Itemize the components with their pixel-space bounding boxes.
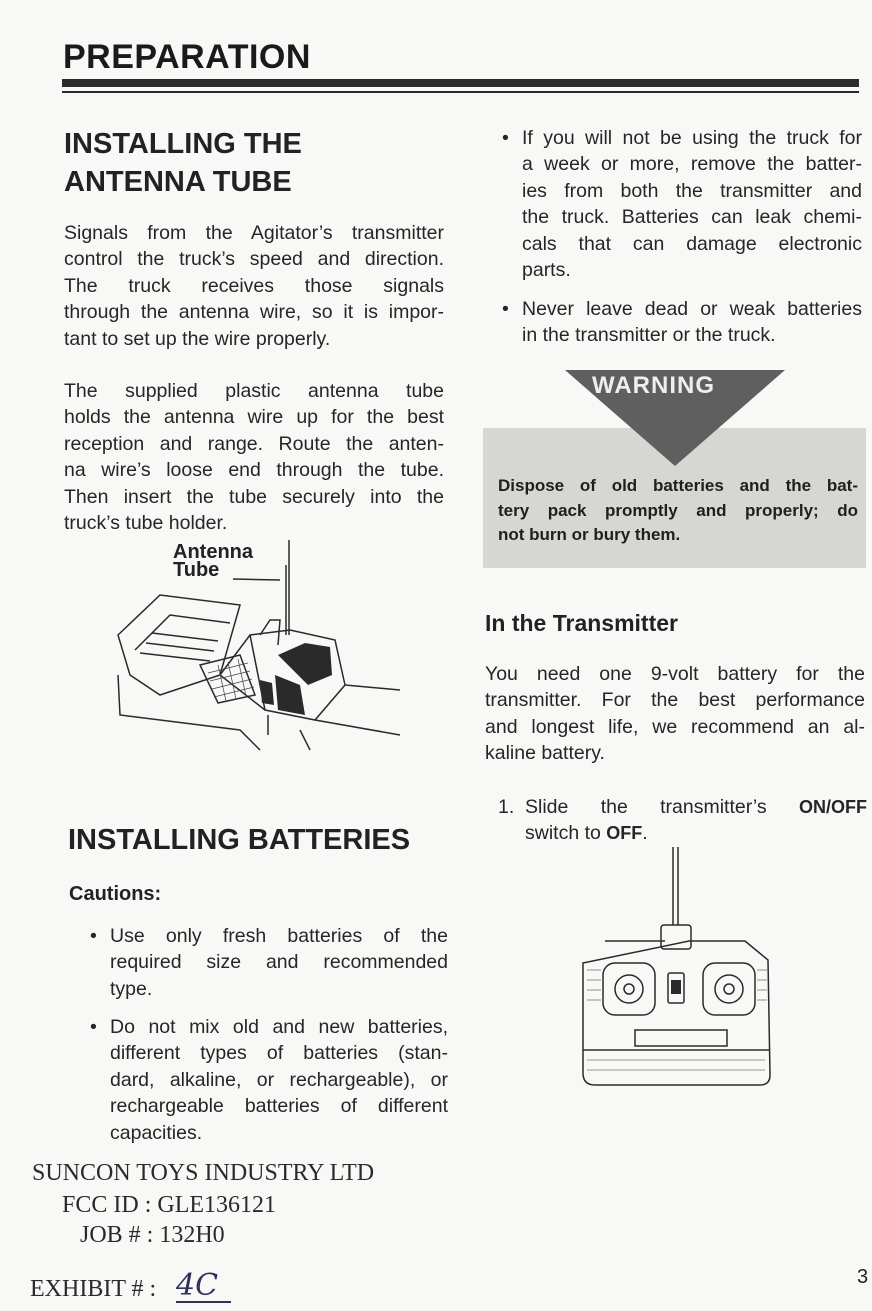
transmitter-heading: In the Transmitter [485,610,678,636]
step-1-text [525,794,867,847]
page-title: PREPARATION [63,38,311,76]
caution-item-3: • If you will not be using the truck for a week or more, remove the batter- ies from both the transmitter and the truck. Batteries can leak chemi- cals that can damage electronic parts. [502,127,862,282]
step-1-number: 1. [498,796,515,818]
antenna-heading: INSTALLING THE ANTENNA TUBE [64,128,302,198]
cautions-label: Cautions: [69,883,162,905]
antenna-tube-label: Antenna Tube [173,541,253,581]
bullet-dot: • [90,1016,97,1038]
title-rule-thick [62,79,859,87]
caution-item-2: • Do not mix old and new batteries, different types of batteries (stan- dard, alkaline, or rechargeable), or rechargeable batteries of different capacities. [90,1016,448,1144]
warning-text: Dispose of old batteries and the bat- tery pack promptly and properly; do not burn or bury them. [498,476,858,544]
bullet-dot: • [502,127,509,149]
page-number: 3 [857,1266,869,1288]
bullet-dot: • [502,298,509,320]
title-rule-thin [62,91,859,93]
caution-item-4: • Never leave dead or weak batteries in the transmitter or the truck. [502,298,862,347]
warning-label: WARNING [592,372,715,399]
caution-item-1: • Use only fresh batteries of the required size and recommended type. [90,925,448,1000]
transmitter-paragraph: You need one 9-volt battery for the transmitter. For the best performance and longest life, we recommend an al- kaline battery. [485,663,865,765]
transmitter-illustration [575,845,775,1090]
on-off-term: ON/OFF [798,797,867,817]
stamp-fcc-id: FCC ID : GLE136121 [62,1192,277,1218]
exhibit-handwritten-value: 4C [176,1271,231,1303]
antenna-paragraph-2: The supplied plastic antenna tube holds the antenna wire up for the best reception and range. Route the anten- na wire’s loose end through the tube. Then insert the tube securely into the truck’s tube holder. [64,380,444,535]
bullet-dot: • [90,925,97,947]
stamp-company: SUNCON TOYS INDUSTRY LTD [32,1160,375,1186]
batteries-heading: INSTALLING BATTERIES [68,824,411,856]
off-term: OFF [606,823,643,844]
antenna-paragraph-1: Signals from the Agitator’s transmitter control the truck’s speed and direction. The truck receives those signals through the antenna wire, so it is impor- tant to set up the wire properly. [64,222,444,350]
truck-illustration [100,535,420,760]
exhibit-label: EXHIBIT # : [30,1276,157,1302]
stamp-job-number: JOB # : 132H0 [80,1222,225,1248]
step-1-line-2: switch to OFF. [525,822,648,845]
step-1-line-1: Slide the transmitter’s ON/OFF [525,794,867,820]
